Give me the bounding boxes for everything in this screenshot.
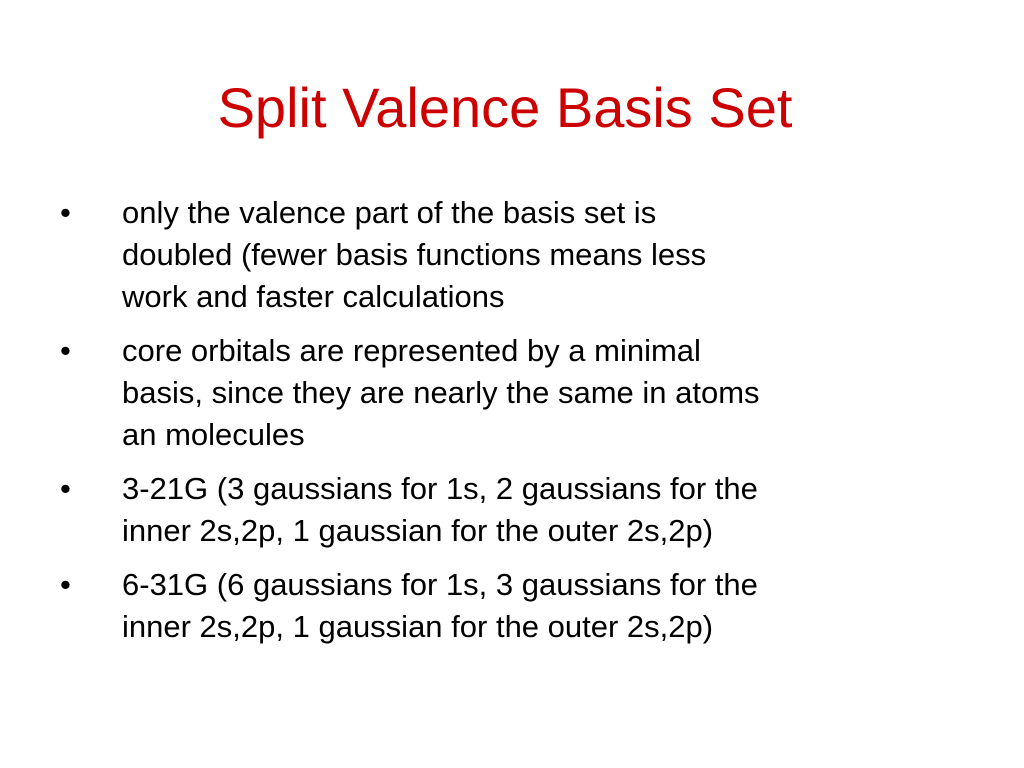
bullet-item-1 (60, 192, 960, 318)
bullet-line: work and faster calculations (122, 279, 505, 314)
bullet-item-2 (60, 330, 960, 456)
slide-title: Split Valence Basis Set (217, 76, 793, 139)
bullet-line: doubled (fewer basis functions means less (122, 237, 707, 272)
bullet-item-3 (60, 468, 960, 552)
bullet-line: inner 2s,2p, 1 gaussian for the outer 2s,2p) (122, 609, 714, 644)
bullet-item-4 (60, 564, 960, 648)
bullet-marker-icon: • (60, 333, 71, 368)
bullet-line: 6-31G (6 gaussians for 1s, 3 gaussians for the (122, 567, 758, 602)
bullet-line: inner 2s,2p, 1 gaussian for the outer 2s,2p) (122, 513, 714, 548)
bullet-marker-icon: • (60, 471, 71, 506)
bullet-marker-icon: • (60, 567, 71, 602)
bullet-line: 3-21G (3 gaussians for 1s, 2 gaussians for the (122, 471, 758, 506)
bullet-line: basis, since they are nearly the same in atoms (122, 375, 760, 410)
bullet-marker-icon: • (60, 195, 71, 230)
bullet-line: an molecules (122, 417, 305, 452)
bullet-line: only the valence part of the basis set is (122, 195, 657, 230)
bullet-list (60, 192, 960, 660)
bullet-line: core orbitals are represented by a minimal (122, 333, 701, 368)
